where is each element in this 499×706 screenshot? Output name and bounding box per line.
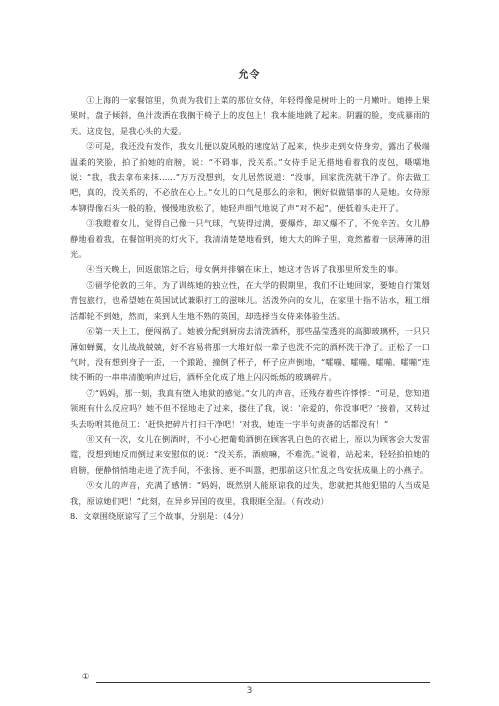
paragraph-6: ⑥第一天上工，便闯祸了。她被分配到厨房去清洗酒杯，那些晶莹透亮的高脚玻璃杯，一只只薄如蝉翼，女儿战战兢兢，好不容易将那一大堆好似一辈子也洗不完的酒杯洗干净了。正松了一口气时，没有想到身子一歪，一个踉跄，撞倒了杯子，杯子应声倒地，“嚯嘣、嚯嘣、嚯嘣、嚯嘣”连续不断的一串串清脆响声过后，酒杯全化成了地上闪闪烁烁的玻璃碎片。 (70, 326, 430, 383)
answer-underline (96, 682, 430, 683)
paragraph-2: ②可是，我还没有发作，我女儿便以旋风般的速度站了起来，快步走到女侍身旁，露出了极端温柔的笑脸，拍了拍她的肩膀，说：“不碍事，没关系。”女侍手足无措地看着我的皮包，嗫嚅地说：“我，我去拿布来抹……”万万没想到，女儿居然说道：“没事，回家洗洗就干净了。你去做工吧，真的，没关系的，不必放在心上。”女儿的口气是那么的亲和，俐好似做错事的人是她。女侍原本铆得像石头一般的脸，慢慢地放松了，她轻声细气地说了声“对不起”，便低着头走开了。 (70, 141, 430, 213)
paragraph-1: ①上海的一家餐馆里，负责为我们上菜的那位女侍，年轻得像是树叶上的一月嫩叶。她捧上果果时，盘子倾斜，鱼汁泼洒在我搁于椅子上的皮包上！我本能地跳了起来。阴霾的脸，变成暴雨的天。这皮包，是我心头的大爱。 (70, 95, 430, 136)
paragraph-7: ⑦“妈妈，那一刻，我真有堕入地狱的感觉。”女儿的声音，还残存着些许悸悸：“可是，您知道领班有什么反应吗？她不但不怪地走了过来，搂住了我，说：‘亲爱的，你没事吧？’接着，又转过头去吩咐其他员工：‘赶快把碎片打扫干净吧！’对我，她连一字半句责备的话都没有！” (70, 387, 430, 429)
paragraph-3: ③我瞪着女儿，觉得自己像一只气球，气装得过满，要爆炸，却又爆不了，不免辛苦。女儿静静地看着我，在餐馆明亮的灯火下，我清清楚楚地看到，她大大的眸子里，竟然蓄着一层薄薄的泪光。 (70, 218, 430, 260)
paragraph-8: ⑧又有一次，女儿在倒酒时，不小心把葡萄酒倒在顾客乳白色的衣裙上，原以为顾客会大发雷霆，没想到她反而倒过来安慰似的说：“没关系，酒痕嘛，不难洗。”说着，站起来，轻轻拍拍她的肩膀，便静悄悄地走进了洗手间，不张扬、更不叫嚣，把那前这只忙乱之鸟安抚成巢上的小燕子。 (70, 433, 430, 475)
paragraph-4: ④当天晚上，回返旅馆之后，母女俩并排躺在床上，她这才告诉了我那里所发生的事。 (86, 264, 404, 275)
paragraph-9: ⑨女儿的声音，充满了感情：“妈妈，既然别人能原谅我的过失，您就把其他犯错的人当成是我，原谅她们吧！”此刻，在异乡异国的夜里，我眼眶全湿。（有改动） (70, 480, 430, 506)
answer-line-1[interactable] (70, 671, 430, 687)
article-body (70, 93, 430, 524)
page-number: 3 (246, 686, 253, 696)
paragraph-5: ⑤留学伦敦的三年，为了训练她的独立性，在大学的假期里，我们不让她回家，要她自行策划背包旅行，也希望她在英国试试兼职打工的滋味儿。活泼外向的女儿，在家里十指不沾水，粗工细活都轮不到她，然而，来到人生地不熟的英国，却选择当女侍来体验生活。 (70, 279, 430, 321)
answer-number: ① (82, 671, 90, 681)
question-8: 8．文章围绕原谅写了三个故事，分别是：（4分） (70, 510, 249, 521)
article-title: 允令 (238, 70, 261, 81)
